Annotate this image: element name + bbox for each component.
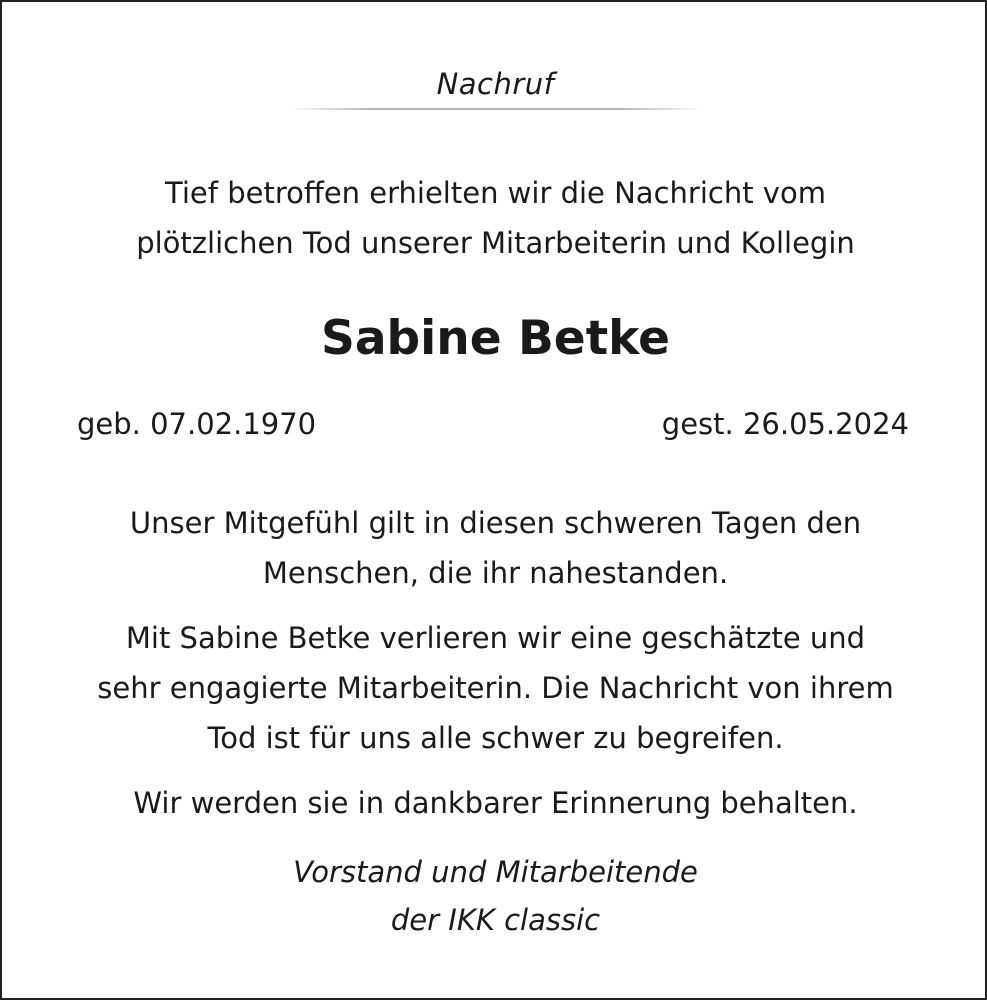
signature-line-2: der IKK classic [390, 903, 601, 937]
tribute-line-1: Mit Sabine Betke verlieren wir eine geschätzte und [125, 621, 866, 655]
deceased-name: Sabine Betke [320, 311, 671, 366]
tribute-line-2: sehr engagierte Mitarbeiterin. Die Nachricht von ihrem [97, 671, 894, 705]
sympathy-line-1: Unser Mitgefühl gilt in diesen schweren Tagen den [129, 506, 862, 540]
signature-block [2, 848, 987, 944]
heading-divider [285, 108, 706, 110]
tribute-line-3: Tod ist für uns alle schwer zu begreifen. [207, 721, 784, 755]
sympathy-paragraph [2, 498, 987, 598]
notice-heading: Nachruf [436, 67, 555, 101]
sympathy-line-2: Menschen, die ihr nahestanden. [262, 556, 729, 590]
intro-paragraph [2, 168, 987, 268]
signature-line-1: Vorstand und Mitarbeitende [293, 855, 698, 889]
tribute-paragraph [2, 613, 987, 763]
memory-paragraph: Wir werden sie in dankbarer Erinnerung behalten. [133, 786, 858, 820]
intro-line-1: Tief betroffen erhielten wir die Nachricht vom [165, 176, 826, 210]
death-date: gest. 26.05.2024 [661, 407, 909, 441]
intro-line-2: plötzlichen Tod unserer Mitarbeiterin und Kollegin [136, 226, 855, 260]
birth-date: geb. 07.02.1970 [77, 407, 317, 441]
